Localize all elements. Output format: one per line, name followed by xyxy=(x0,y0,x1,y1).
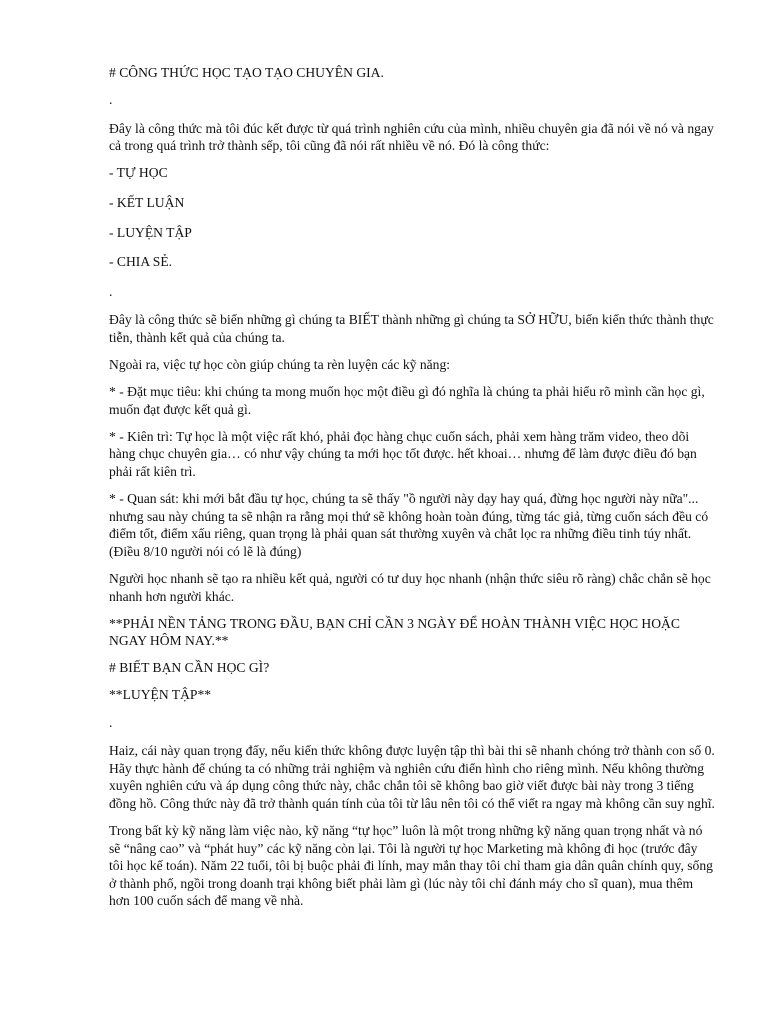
heading-biet-ban-can-hoc-gi: # BIẾT BẠN CẦN HỌC GÌ? xyxy=(109,660,270,676)
separator-dot: . xyxy=(109,714,113,730)
skills-intro-paragraph: Ngoài ra, việc tự học còn giúp chúng ta rèn luyện các kỹ năng: xyxy=(109,357,451,373)
fast-learner-paragraph: Người học nhanh sẽ tạo ra nhiều kết quả, người có tư duy học nhanh (nhận thức siêu rõ ràng) chắc chắn sẽ học nhanh hơn người khác. xyxy=(109,570,711,604)
list-item-chia-se: - CHIA SẺ. xyxy=(109,254,173,270)
heading-cong-thuc: # CÔNG THỨC HỌC TẠO TẠO CHUYÊN GIA. xyxy=(109,65,384,80)
practice-paragraph: Haiz, cái này quan trọng đấy, nếu kiến thức không được luyện tập thì bài thi sẽ nhanh chóng trở thành con số 0. Hãy thực hành để chúng ta có những trải nghiệm và nghiên cứu điển hình cho riêng mình. Nếu không thường xuyên nghiên cứu và áp dụng công thức này, chắc chắn tôi sẽ không bao giờ viết được bài này trong 3 tiếng đồng hồ. Công thức này đã trở thành quán tính của tôi từ lâu nên tôi có thể viết ra ngay mà không cần suy nghĩ. xyxy=(109,743,715,811)
skill-quan-sat: * - Quan sát: khi mới bắt đầu tự học, chúng ta sẽ thấy "ồ người này dạy hay quá, đừng học người này nữa"... nhưng sau này chúng ta sẽ nhận ra rằng mọi thứ sẽ không hoàn toàn đúng, từng tác giả, từng cuốn sách đều có điểm tốt, điểm xấu riêng, quan trọng là phải quan sát thường xuyên và chắt lọc ra những điều tinh túy nhất. (Điều 8/10 người nói có lẽ là đúng) xyxy=(109,491,709,559)
intro-paragraph: Đây là công thức mà tôi đúc kết được từ quá trình nghiên cứu của mình, nhiều chuyên gia đã nói về nó và ngay cả trong quá trình trở thành sếp, tôi cũng đã nói rất nhiều về nó. Đó là công thức: xyxy=(109,120,714,154)
list-item-tu-hoc: - TỰ HỌC xyxy=(109,165,168,181)
foundation-paragraph: **PHẢI NỀN TẢNG TRONG ĐẦU, BẠN CHỈ CẦN 3 NGÀY ĐỂ HOÀN THÀNH VIỆC HỌC HOẶC NGAY HÔM NAY.** xyxy=(109,615,680,649)
formula-paragraph: Đây là công thức sẽ biến những gì chúng ta BIẾT thành những gì chúng ta SỞ HỮU, biến kiến thức thành thực tiễn, thành kết quả của chúng ta. xyxy=(109,312,714,345)
skill-kien-tri: * - Kiên trì: Tự học là một việc rất khó, phải đọc hàng chục cuốn sách, phải xem hàng trăm video, theo dõi hàng chục chuyên gia… có như vậy chúng ta mới học tốt được. hết khoai… nhưng để làm được điều đó bạn phải rất kiên trì. xyxy=(109,428,697,479)
separator-dot: . xyxy=(109,92,113,108)
skill-dat-muc-tieu: * - Đặt mục tiêu: khi chúng ta mong muốn học một điều gì đó nghĩa là chúng ta phải hiểu rõ mình cần học gì, muốn đạt được kết quả gì. xyxy=(109,384,705,417)
list-item-ket-luan: - KẾT LUẬN xyxy=(109,194,185,210)
self-learning-paragraph: Trong bất kỳ kỹ năng làm việc nào, kỹ năng “tự học” luôn là một trong những kỹ năng quan trọng nhất và nó sẽ “nâng cao” và “phát huy” các kỹ năng còn lại. Tôi là người tự học Marketing mà không đi học (trước đây tôi học kế toán). Năm 22 tuổi, tôi bị buộc phải đi lính, may mắn thay tôi chỉ tham gia dân quân chính quy, sống ở thành phố, ngồi trong doanh trại không biết phải làm gì (lúc này tôi chỉ đánh máy cho sĩ quan), mua thêm hơn 100 cuốn sách để mang về nhà. xyxy=(109,823,713,909)
separator-dot: . xyxy=(109,283,113,299)
document-page xyxy=(109,64,715,919)
heading-luyen-tap: **LUYỆN TẬP** xyxy=(109,687,212,703)
list-item-luyen-tap: - LUYỆN TẬP xyxy=(109,224,192,240)
